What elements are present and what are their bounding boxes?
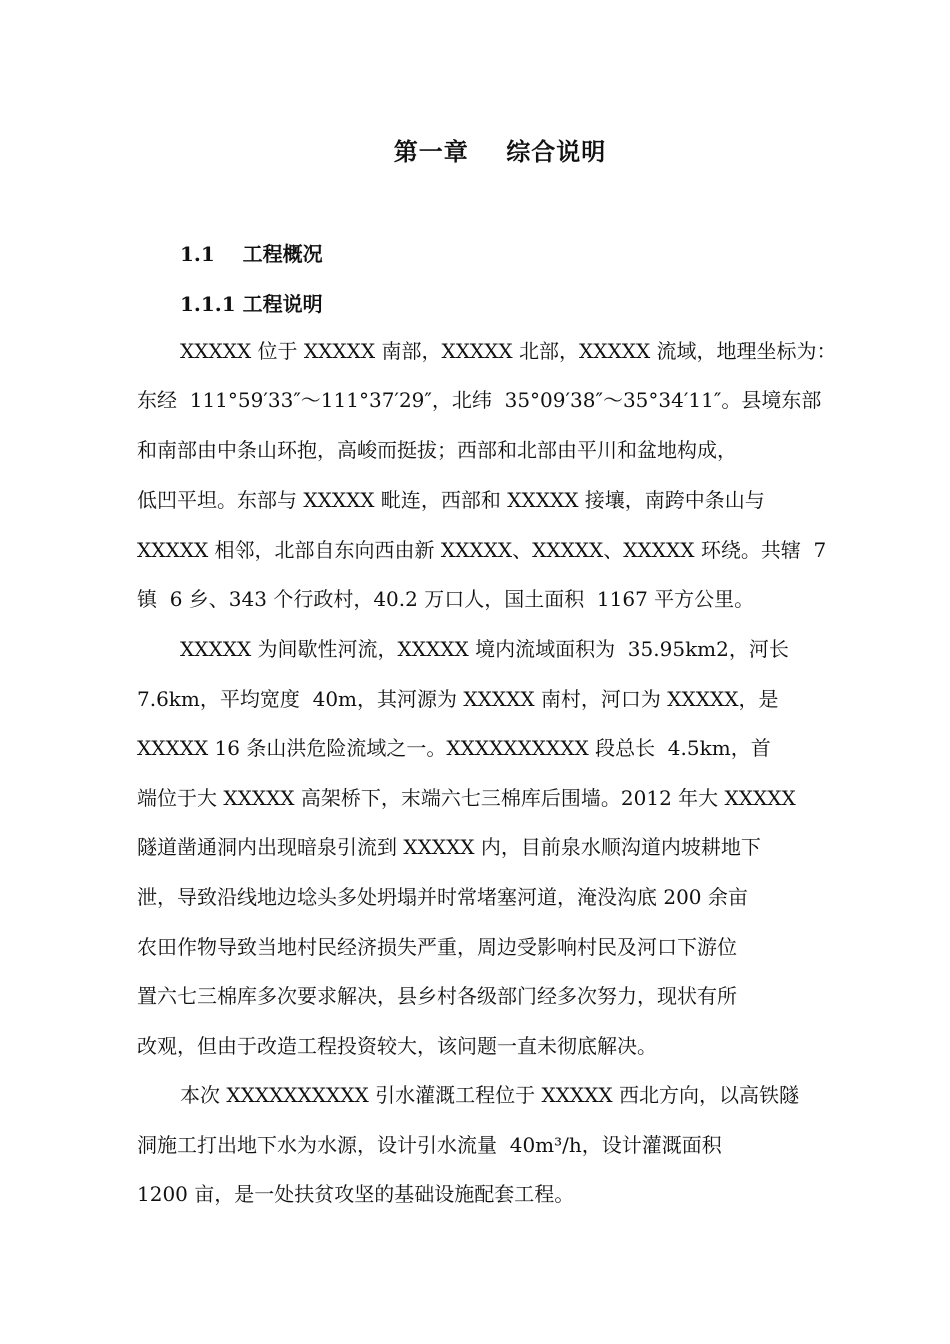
paragraph-line: 农田作物导致当地村民经济损失严重，周边受影响村民及河口下游位 xyxy=(137,935,737,959)
paragraph-line: 镇 6 乡、343 个行政村，40.2 万口人，国土面积 1167 平方公里。 xyxy=(137,587,755,611)
paragraph-line: 和南部由中条山环抱，高峻而挺拔；西部和北部由平川和盆地构成， xyxy=(137,438,737,462)
paragraph-line: 端位于大 XXXXX 高架桥下，末端六七三棉库后围墙。2012 年大 XXXXX xyxy=(137,786,796,810)
paragraph-line: XXXXX 16 条山洪危险流域之一。XXXXXXXXXX 段总长 4.5km，首 xyxy=(137,736,771,760)
paragraph-line: 改观，但由于改造工程投资较大，该问题一直未彻底解决。 xyxy=(137,1034,657,1058)
paragraph-line: 隧道凿通洞内出现暗泉引流到 XXXXX 内，目前泉水顺沟道内坡耕地下 xyxy=(137,835,761,859)
paragraph-line: 置六七三棉库多次要求解决，县乡村各级部门经多次努力，现状有所 xyxy=(137,984,737,1008)
section-heading-1-1-1: 1.1.1 工程说明 xyxy=(180,292,323,316)
paragraph-line: 1200 亩，是一处扶贫攻坚的基础设施配套工程。 xyxy=(137,1182,575,1206)
section-heading-1-1: 1.1 工程概况 xyxy=(180,242,323,266)
paragraph-line: 7.6km，平均宽度 40m，其河源为 XXXXX 南村，河口为 XXXXX，是 xyxy=(137,687,779,711)
paragraph-line: 本次 XXXXXXXXXX 引水灌溉工程位于 XXXXX 西北方向，以高铁隧 xyxy=(180,1083,800,1107)
paragraph-line: 洞施工打出地下水为水源，设计引水流量 40m³/h，设计灌溉面积 xyxy=(137,1133,722,1157)
paragraph-line: XXXXX 为间歇性河流，XXXXX 境内流域面积为 35.95km2，河长 xyxy=(180,637,789,661)
chapter-title: 第一章 综合说明 xyxy=(393,137,607,166)
paragraph-line: 东经 111°59′33″～111°37′29″，北纬 35°09′38″～35°34′11″。县境东部 xyxy=(137,388,822,412)
paragraph-line: XXXXX 位于 XXXXX 南部，XXXXX 北部，XXXXX 流域，地理坐标为： xyxy=(180,339,837,363)
paragraph-line: XXXXX 相邻，北部自东向西由新 XXXXX、XXXXX、XXXXX 环绕。共辖 7 xyxy=(137,538,827,562)
paragraph-line: 泄，导致沿线地边埝头多处坍塌并时常堵塞河道，淹没沟底 200 余亩 xyxy=(137,885,748,909)
paragraph-line: 低凹平坦。东部与 XXXXX 毗连，西部和 XXXXX 接壤，南跨中条山与 xyxy=(137,488,765,512)
